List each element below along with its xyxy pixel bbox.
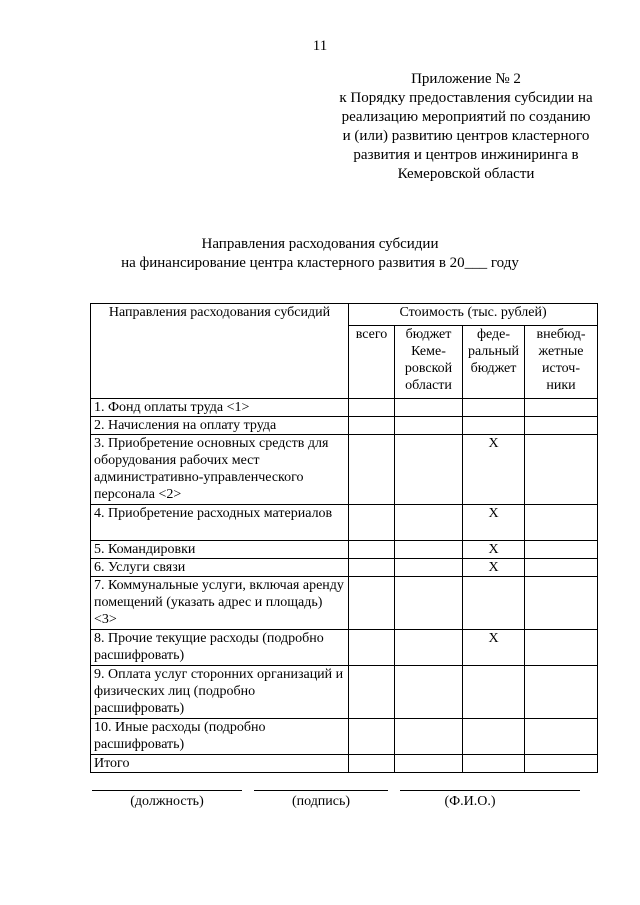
table-row (91, 666, 598, 719)
appendix-line: развития и центров инжиниринга в (353, 147, 579, 163)
appendix-block (330, 70, 602, 184)
cell-total (349, 719, 395, 755)
appendix-line: и (или) развитию центров кластерного (342, 128, 590, 144)
table-row (91, 577, 598, 630)
document-title (0, 235, 640, 273)
cell-federal: X (463, 505, 525, 541)
row-label: Итого (91, 755, 349, 773)
row-label: 1. Фонд оплаты труда <1> (91, 399, 349, 417)
cell-regional (395, 559, 463, 577)
cell-extrabudgetary (525, 666, 598, 719)
subheader-line: всего (355, 327, 388, 342)
subheader-line: источ- (542, 361, 581, 376)
subheader-federal-budget (463, 326, 525, 399)
cell-federal (463, 417, 525, 435)
cell-federal: X (463, 559, 525, 577)
table-row (91, 541, 598, 559)
cell-federal: X (463, 435, 525, 505)
header-cost: Стоимость (тыс. рублей) (349, 304, 598, 326)
row-label: 6. Услуги связи (91, 559, 349, 577)
subheader-regional-budget (395, 326, 463, 399)
cell-regional (395, 417, 463, 435)
cell-extrabudgetary (525, 559, 598, 577)
cell-extrabudgetary (525, 505, 598, 541)
cell-regional (395, 541, 463, 559)
subheader-line: внебюд- (536, 327, 586, 342)
cell-extrabudgetary (525, 719, 598, 755)
title-line-1: Направления расходования субсидии (201, 236, 439, 252)
cell-total (349, 435, 395, 505)
row-label: 5. Командировки (91, 541, 349, 559)
table-row (91, 435, 598, 505)
subheader-line: Кеме- (411, 344, 446, 359)
table-row (91, 719, 598, 755)
cell-total (349, 630, 395, 666)
table-row (91, 559, 598, 577)
header-row (91, 304, 598, 326)
cell-federal: X (463, 541, 525, 559)
subheader-line: ровской (404, 361, 453, 376)
header-directions: Направления расходования субсидий (91, 304, 349, 399)
cell-regional (395, 505, 463, 541)
table-row (91, 505, 598, 541)
cell-regional (395, 755, 463, 773)
subheader-line: бюджет (405, 327, 452, 342)
table-row (91, 417, 598, 435)
cell-total (349, 505, 395, 541)
position-line (92, 790, 242, 791)
cell-federal: X (463, 630, 525, 666)
name-line (400, 790, 580, 791)
cell-federal (463, 666, 525, 719)
cell-regional (395, 435, 463, 505)
cell-regional (395, 719, 463, 755)
appendix-line: реализацию мероприятий по созданию (341, 109, 591, 125)
subheader-total (349, 326, 395, 399)
appendix-line: Кемеровской области (397, 166, 535, 182)
title-line-2: на финансирование центра кластерного развития в 20___ году (121, 255, 519, 271)
row-label: 8. Прочие текущие расходы (подробно расшифровать) (91, 630, 349, 666)
cell-total (349, 666, 395, 719)
cell-regional (395, 666, 463, 719)
cell-extrabudgetary (525, 435, 598, 505)
subheader-line: бюджет (470, 361, 517, 376)
cell-regional (395, 399, 463, 417)
cell-total (349, 577, 395, 630)
cell-extrabudgetary (525, 755, 598, 773)
cell-federal (463, 755, 525, 773)
cell-federal (463, 719, 525, 755)
row-label: 7. Коммунальные услуги, включая аренду помещений (указать адрес и площадь) <3> (91, 577, 349, 630)
cell-total (349, 399, 395, 417)
table-row (91, 399, 598, 417)
signature-label: (подпись) (291, 794, 351, 809)
position-label: (должность) (130, 794, 204, 809)
row-label: 9. Оплата услуг сторонних организаций и физических лиц (подробно расшифровать) (91, 666, 349, 719)
cell-total (349, 417, 395, 435)
subheader-line: феде- (476, 327, 511, 342)
table-body (91, 304, 598, 773)
signature-line (254, 790, 388, 791)
appendix-line: к Порядку предоставления субсидии на (339, 90, 593, 106)
row-label: 4. Приобретение расходных материалов (91, 505, 349, 541)
cell-extrabudgetary (525, 417, 598, 435)
cell-extrabudgetary (525, 630, 598, 666)
subheader-line: ники (546, 378, 576, 393)
cell-extrabudgetary (525, 541, 598, 559)
cell-total (349, 755, 395, 773)
appendix-line: Приложение № 2 (411, 71, 521, 87)
row-label: 3. Приобретение основных средств для оборудования рабочих мест административно-управленческого персонала <2> (91, 435, 349, 505)
cell-regional (395, 577, 463, 630)
subheader-line: области (405, 378, 452, 393)
subheader-line: жетные (538, 344, 584, 359)
row-label: 2. Начисления на оплату труда (91, 417, 349, 435)
cell-extrabudgetary (525, 399, 598, 417)
table-row (91, 630, 598, 666)
cell-regional (395, 630, 463, 666)
name-label: (Ф.И.О.) (444, 794, 496, 809)
cell-federal (463, 577, 525, 630)
subheader-extrabudgetary (525, 326, 598, 399)
row-label: 10. Иные расходы (подробно расшифровать) (91, 719, 349, 755)
table-row-total (91, 755, 598, 773)
cell-extrabudgetary (525, 577, 598, 630)
page-number: 11 (312, 38, 328, 54)
cell-total (349, 541, 395, 559)
expense-table (90, 303, 598, 773)
subheader-line: ральный (467, 344, 520, 359)
cell-federal (463, 399, 525, 417)
cell-total (349, 559, 395, 577)
